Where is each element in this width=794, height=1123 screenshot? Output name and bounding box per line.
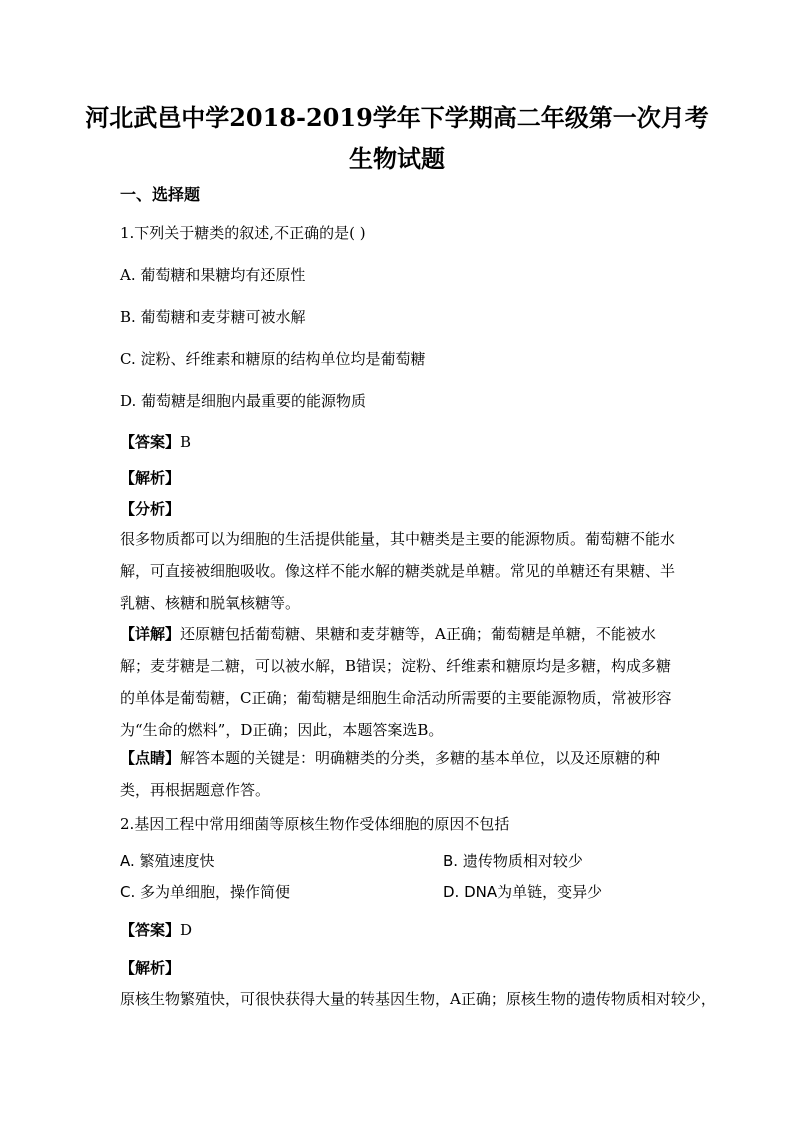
q1-jiexi-tag: 【解析】: [120, 469, 181, 487]
q1-option-a: A. 葡萄糖和果糖均有还原性: [120, 266, 306, 284]
q1-xiangjie-text: 还原糖包括葡萄糖、果糖和麦芽糖等，A正确；葡萄糖是单糖，不能被水解；麦芽糖是二糖，可以被水解，B错误；淀粉、纤维素和糖原均是多糖，构成多糖的单体是葡萄糖，C正确；葡萄糖是细胞生命活动所需要的主要能源物质，常被形容为“生命的燃料”，D正确；因此，本题答案选B。: [120, 625, 672, 739]
q2-jiexi-text: 原核生物繁殖快，可很快获得大量的转基因生物，A正确；原核生物的遗传物质相对较少，: [120, 990, 716, 1008]
q2-option-c: C. 多为单细胞，操作简便: [120, 883, 291, 901]
q2-stem: 2.基因工程中常用细菌等原核生物作受体细胞的原因不包括: [120, 815, 510, 833]
q1-dianjing: [120, 742, 680, 806]
q2-answer-value: D: [180, 921, 193, 939]
q1-xiangjie: [120, 618, 680, 746]
q1-option-b: B. 葡萄糖和麦芽糖可被水解: [120, 308, 306, 326]
document-subtitle: 生物试题: [349, 144, 445, 173]
q1-xiangjie-tag: 【详解】: [120, 625, 181, 643]
q1-answer-line: [120, 431, 191, 453]
q1-fenxi-text: 很多物质都可以为细胞的生活提供能量，其中糖类是主要的能源物质。葡萄糖不能水解，可直接被细胞吸收。像这样不能水解的糖类就是单糖。常见的单糖还有果糖、半乳糖、核糖和脱氧核糖等。: [120, 530, 676, 612]
q1-option-c: C. 淀粉、纤维素和糖原的结构单位均是葡萄糖: [120, 350, 426, 368]
section-heading: 一、选择题: [120, 185, 201, 204]
q1-answer-value: B: [180, 433, 192, 451]
q2-option-b: B. 遗传物质相对较少: [443, 852, 583, 870]
q1-dianjing-text: 解答本题的关键是：明确糖类的分类，多糖的基本单位，以及还原糖的种类，再根据题意作答。: [120, 749, 661, 799]
q1-option-d: D. 葡萄糖是细胞内最重要的能源物质: [120, 392, 367, 410]
q1-answer-tag: 【答案】: [120, 433, 181, 451]
q1-stem: 1.下列关于糖类的叙述,不正确的是( ): [120, 224, 366, 242]
q1-dianjing-tag: 【点睛】: [120, 749, 181, 767]
q2-option-d: D. DNA为单链，变异少: [443, 883, 603, 901]
q2-answer-line: [120, 919, 192, 941]
q2-jiexi-tag: 【解析】: [120, 959, 181, 977]
q2-answer-tag: 【答案】: [120, 921, 181, 939]
document-title: 河北武邑中学2018-2019学年下学期高二年级第一次月考: [85, 103, 709, 132]
q1-fenxi-tag: 【分析】: [120, 500, 181, 518]
q2-option-a: A. 繁殖速度快: [120, 852, 215, 870]
